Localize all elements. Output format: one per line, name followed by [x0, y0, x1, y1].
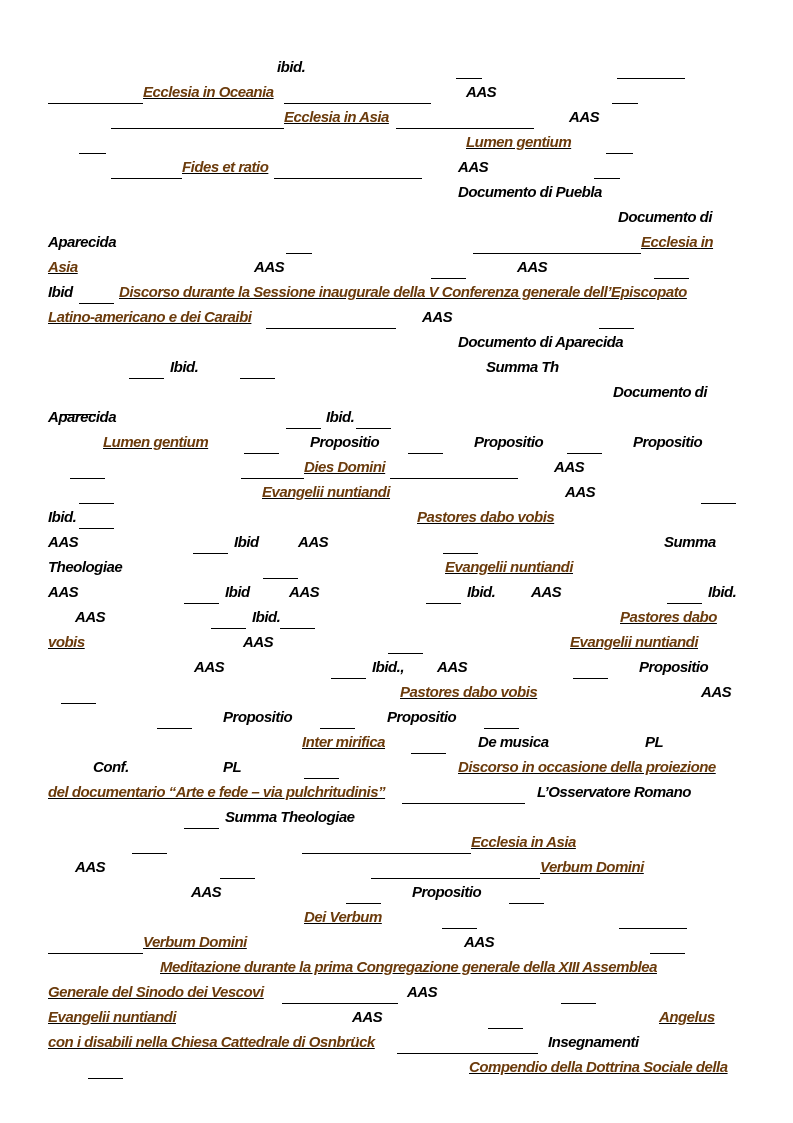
blank-line [220, 858, 255, 879]
text-line [0, 358, 793, 383]
text-line [0, 633, 793, 658]
citation-text: Documento di Puebla [458, 184, 602, 201]
citation-text: Ibid., [372, 659, 404, 676]
text-line [0, 833, 793, 858]
citation-text: Aparecida [48, 409, 117, 426]
citation-text: Documento di Aparecida [458, 334, 624, 351]
text-line [0, 233, 793, 258]
blank-line [388, 633, 423, 654]
blank-line [184, 808, 219, 829]
blank-line [193, 533, 228, 554]
document-link[interactable]: vobis [48, 634, 85, 651]
document-link[interactable]: Evangelii nuntiandi [445, 559, 574, 576]
blank-line [488, 1008, 523, 1029]
text-line [0, 658, 793, 683]
blank-line [456, 58, 482, 79]
document-link[interactable]: Ecclesia in Asia [471, 834, 576, 851]
text-line [0, 683, 793, 708]
document-link[interactable]: Pastores dabo vobis [417, 509, 555, 526]
blank-line [61, 683, 96, 704]
citation-text: Aparecida [48, 234, 117, 251]
citation-text: Ibid [234, 534, 259, 551]
text-line [0, 133, 793, 158]
text-line [0, 708, 793, 733]
document-link[interactable]: Evangelii nuntiandi [48, 1009, 177, 1026]
citation-text: AAS [48, 584, 79, 601]
citation-text: PL [645, 734, 664, 751]
text-line [0, 308, 793, 333]
citation-text: AAS [554, 459, 585, 476]
citation-text: Ibid. [467, 584, 496, 601]
document-link[interactable]: Lumen gentium [103, 434, 209, 451]
blank-line [397, 1033, 538, 1054]
document-link[interactable]: Generale del Sinodo dei Vescovi [48, 984, 264, 1001]
blank-line [111, 158, 182, 179]
text-line [0, 108, 793, 133]
citation-text: Ibid. [48, 509, 77, 526]
blank-line [79, 508, 114, 529]
document-link[interactable]: Ecclesia in Asia [284, 109, 389, 126]
text-line [0, 908, 793, 933]
blank-line [111, 108, 284, 129]
blank-line [240, 358, 275, 379]
document-link[interactable]: Latino-americano e dei Caraibi [48, 309, 252, 326]
text-line [0, 958, 793, 983]
citation-text: Ibid. [252, 609, 281, 626]
blank-line [79, 133, 106, 154]
document-link[interactable]: Evangelii nuntiandi [570, 634, 699, 651]
citation-text: AAS [254, 259, 285, 276]
blank-line [356, 408, 391, 429]
document-link[interactable]: Pastores dabo [620, 609, 717, 626]
text-line [0, 83, 793, 108]
blank-line [320, 708, 355, 729]
blank-line [184, 583, 219, 604]
blank-line [280, 608, 315, 629]
citation-text: AAS [565, 484, 596, 501]
text-line [0, 758, 793, 783]
blank-line [88, 1058, 123, 1079]
blank-line [667, 583, 702, 604]
document-link[interactable]: Verbum Domini [143, 934, 247, 951]
blank-line [244, 433, 279, 454]
blank-line [612, 83, 638, 104]
text-line [0, 608, 793, 633]
citation-text: Propositio [310, 434, 380, 451]
blank-line [70, 458, 105, 479]
blank-line [396, 108, 534, 129]
citation-text: Propositio [474, 434, 544, 451]
blank-line [443, 533, 478, 554]
citation-text: AAS [517, 259, 548, 276]
citation-text: Ibid [225, 584, 250, 601]
blank-line [132, 833, 167, 854]
text-line [0, 733, 793, 758]
citation-text: PL [223, 759, 242, 776]
text-line [0, 58, 793, 83]
citation-text: AAS [437, 659, 468, 676]
text-line [0, 158, 793, 183]
blank-line [617, 58, 685, 79]
text-line [0, 983, 793, 1008]
citation-text: Propositio [223, 709, 293, 726]
citation-text: ibid. [277, 59, 306, 76]
citation-text: Propositio [633, 434, 703, 451]
blank-line [484, 708, 519, 729]
document-link[interactable]: Ecclesia in Oceania [143, 84, 274, 101]
blank-line [654, 258, 689, 279]
blank-line [371, 858, 540, 879]
blank-line [79, 283, 114, 304]
blank-line [650, 933, 685, 954]
citation-text: AAS [289, 584, 320, 601]
document-link[interactable]: Dei Verbum [304, 909, 382, 926]
text-line [0, 458, 793, 483]
blank-line [561, 983, 596, 1004]
document-link[interactable]: Asia [48, 259, 78, 276]
citation-text: AAS [191, 884, 222, 901]
citation-text: AAS [75, 609, 106, 626]
blank-line [411, 733, 446, 754]
text-line [0, 583, 793, 608]
document-link[interactable]: Verbum Domini [540, 859, 644, 876]
blank-line [304, 758, 339, 779]
citation-text: De musica [478, 734, 549, 751]
document-link[interactable]: Discorso durante la Sessione inaugurale della V Conferenza generale dell’Episcopato [119, 284, 687, 301]
citation-text: Ibid. [326, 409, 355, 426]
blank-line [302, 833, 471, 854]
text-line [0, 208, 793, 233]
text-line [0, 808, 793, 833]
blank-line [263, 558, 298, 579]
document-link[interactable]: Angelus [659, 1009, 715, 1026]
citation-text: AAS [407, 984, 438, 1001]
citation-text: Summa Theologiae [225, 809, 355, 826]
blank-line [241, 458, 304, 479]
text-line [0, 183, 793, 208]
blank-line [567, 433, 602, 454]
citation-text: Theologiae [48, 559, 123, 576]
document-link[interactable]: Evangelii nuntiandi [262, 484, 391, 501]
text-line [0, 283, 793, 308]
blank-line [599, 308, 634, 329]
citation-text: AAS [531, 584, 562, 601]
citation-text: AAS [466, 84, 497, 101]
text-line [0, 1033, 793, 1058]
text-line [0, 558, 793, 583]
blank-line [594, 158, 620, 179]
citation-text: Ibid. [708, 584, 737, 601]
document-link[interactable]: Inter mirifica [302, 734, 386, 751]
blank-line [402, 783, 525, 804]
citation-text: Propositio [387, 709, 457, 726]
blank-line [331, 658, 366, 679]
document-link[interactable]: Dies Domini [304, 459, 386, 476]
blank-line [48, 933, 143, 954]
document-link[interactable]: del documentario “Arte e fede – via pulchritudinis” [48, 784, 386, 801]
document-link[interactable]: Lumen gentium [466, 134, 572, 151]
citation-text: AAS [75, 859, 106, 876]
blank-line [442, 908, 477, 929]
citation-text: L’Osservatore Romano [537, 784, 691, 801]
citation-text: AAS [464, 934, 495, 951]
citation-text: Documento di [618, 209, 712, 226]
text-line [0, 783, 793, 808]
blank-line [509, 883, 544, 904]
text-line [0, 858, 793, 883]
citation-text: Conf. [93, 759, 129, 776]
citation-text: Propositio [412, 884, 482, 901]
blank-line [286, 233, 312, 254]
blank-line [48, 83, 143, 104]
citation-text: Insegnamenti [548, 1034, 639, 1051]
citation-text: Ibid. [170, 359, 199, 376]
citation-text: AAS [194, 659, 225, 676]
citation-text: AAS [352, 1009, 383, 1026]
citation-text: AAS [298, 534, 329, 551]
document-link[interactable]: Ecclesia in [641, 234, 714, 251]
text-line [0, 933, 793, 958]
document-link[interactable]: Fides et ratio [182, 159, 269, 176]
blank-line [284, 83, 431, 104]
blank-line [346, 883, 381, 904]
blank-line [282, 983, 398, 1004]
citation-text: AAS [422, 309, 453, 326]
text-line [0, 408, 793, 433]
blank-line [211, 608, 246, 629]
document-link[interactable]: con i disabili nella Chiesa Cattedrale di Osnbrück [48, 1034, 375, 1051]
document-link[interactable]: Meditazione durante la prima Congregazione generale della XIII Assemblea [160, 959, 657, 976]
blank-line [619, 908, 687, 929]
text-line [0, 1058, 793, 1083]
blank-line [286, 408, 321, 429]
citation-text: Summa [664, 534, 716, 551]
citation-text: AAS [243, 634, 274, 651]
text-line [0, 258, 793, 283]
blank-line [701, 483, 736, 504]
text-line [0, 483, 793, 508]
document-link[interactable]: Discorso in occasione della proiezione [458, 759, 716, 776]
blank-line [473, 233, 641, 254]
text-line [0, 533, 793, 558]
blank-line [573, 658, 608, 679]
blank-line [431, 258, 466, 279]
blank-line [157, 708, 192, 729]
citation-text: Propositio [639, 659, 709, 676]
blank-line [606, 133, 633, 154]
citation-text: AAS [569, 109, 600, 126]
citation-text: AAS [48, 534, 79, 551]
blank-line [426, 583, 461, 604]
text-line [0, 1008, 793, 1033]
citation-text: Documento di [613, 384, 707, 401]
text-line [0, 508, 793, 533]
blank-line [129, 358, 164, 379]
blank-line [408, 433, 443, 454]
citation-text: Ibid [48, 284, 73, 301]
document-link[interactable]: Pastores dabo vobis [400, 684, 538, 701]
document-link[interactable]: Compendio della Dottrina Sociale della [469, 1059, 728, 1076]
citation-text: Summa Th [486, 359, 559, 376]
blank-line [390, 458, 518, 479]
citation-text: AAS [701, 684, 732, 701]
blank-line [266, 308, 396, 329]
text-line [0, 333, 793, 358]
citation-text: AAS [458, 159, 489, 176]
blank-line [274, 158, 422, 179]
blank-line [79, 483, 114, 504]
text-line [0, 433, 793, 458]
text-line [0, 883, 793, 908]
